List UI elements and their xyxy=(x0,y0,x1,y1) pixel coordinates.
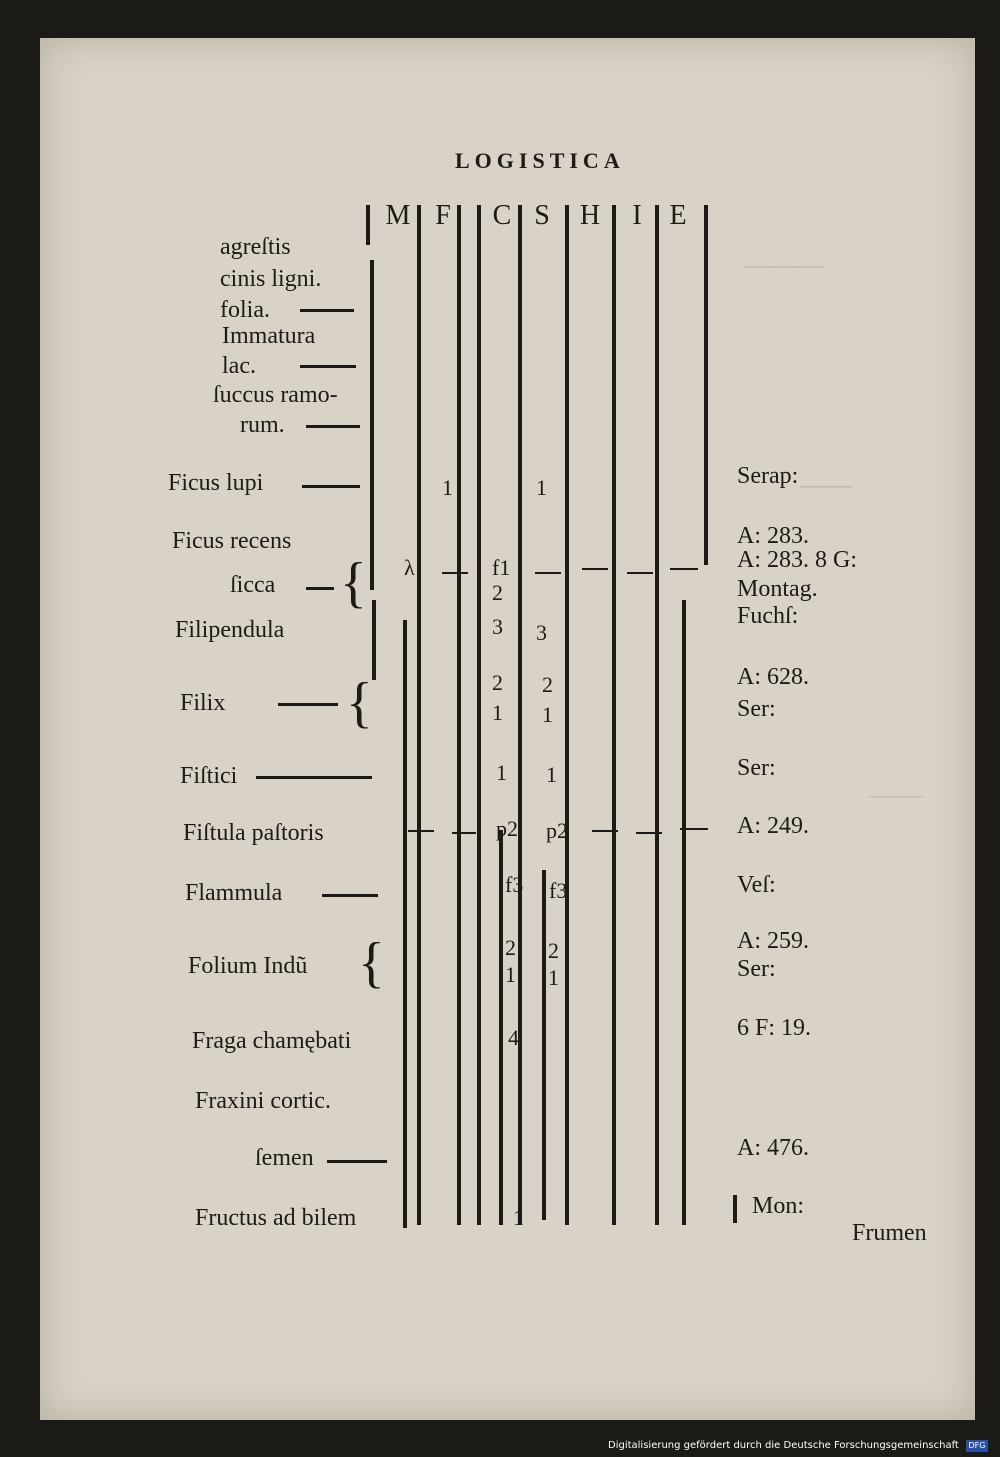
cell-value: 1 xyxy=(542,702,553,727)
dfg-logo: DFG xyxy=(966,1440,988,1452)
entry-folium-indu: Folium Indũ xyxy=(188,953,308,979)
cell-value: 2 xyxy=(492,670,503,695)
column-rule xyxy=(477,205,481,1225)
reference-fraga: 6 F: 19. xyxy=(737,1015,812,1041)
reference-sicca: A: 283. 8 G: xyxy=(737,547,857,573)
cell-value: 1 xyxy=(496,760,507,785)
cell-dash xyxy=(452,832,476,834)
column-rule xyxy=(704,205,708,565)
column-header-e: E xyxy=(669,200,687,231)
cell-value: 3 xyxy=(492,614,503,639)
bleed-through-decoration: ―― xyxy=(870,780,922,809)
cell-value: 3 xyxy=(536,620,547,645)
cell-dash xyxy=(592,830,618,832)
cell-value: 4 xyxy=(508,1025,519,1050)
entry-filipendula: Filipendula xyxy=(175,617,285,643)
cell-dash xyxy=(636,832,662,834)
column-rule xyxy=(733,1195,737,1223)
column-rule xyxy=(403,620,407,1228)
reference-filipendula: Fuchſ: xyxy=(737,603,799,629)
cell-value: 1 xyxy=(492,700,503,725)
cell-value: 1 xyxy=(546,762,557,787)
cell-value: f1 xyxy=(492,555,511,580)
cell-dash xyxy=(408,830,434,832)
cell-dash xyxy=(582,568,608,570)
column-header-c: C xyxy=(492,200,512,231)
column-rule xyxy=(682,600,686,1225)
catchword: Frumen xyxy=(852,1220,927,1246)
column-header-f: F xyxy=(435,200,451,231)
entry-fistici: Fiſtici xyxy=(180,763,238,789)
leader-dash xyxy=(278,703,338,706)
cell-value: 1 xyxy=(536,475,547,500)
column-header-i: I xyxy=(632,200,642,231)
leader-dash xyxy=(300,309,354,312)
leader-dash xyxy=(322,894,378,897)
running-head: LOGISTICA xyxy=(455,148,625,173)
entry-immatura: Immatura xyxy=(222,323,316,349)
reference-fructus: Mon: xyxy=(752,1193,805,1219)
column-header-s: S xyxy=(534,200,550,231)
column-rule xyxy=(518,205,522,1225)
cell-dash xyxy=(627,572,653,574)
cell-value: 1 xyxy=(548,965,559,990)
bleed-through-decoration: ――― xyxy=(745,250,823,279)
brace-left: { xyxy=(358,932,385,994)
entry-fraga-chamebati: Fraga chamębati xyxy=(192,1028,352,1054)
cell-value: 2 xyxy=(542,672,553,697)
cell-dash xyxy=(442,572,468,574)
cell-value: 2 xyxy=(505,935,516,960)
cell-value: λ xyxy=(404,555,415,580)
reference-sicca-2: Montag. xyxy=(737,576,818,602)
cell-value: p2 xyxy=(496,816,518,841)
column-rule xyxy=(655,205,659,1225)
reference-filix-2: Ser: xyxy=(737,696,776,722)
cell-value: 1 xyxy=(505,962,516,987)
entry-fistula-pastoris: Fiſtula paſtoris xyxy=(183,820,324,846)
column-rule xyxy=(366,205,370,245)
cell-value: p2 xyxy=(546,818,568,843)
leader-dash xyxy=(306,587,334,590)
entry-lac: lac. xyxy=(222,353,256,379)
column-header-h: H xyxy=(579,200,601,231)
reference-ficus-recens: A: 283. xyxy=(737,523,809,549)
digitization-footer: Digitalisierung gefördert durch die Deutsche Forschungsgemeinschaft xyxy=(608,1440,959,1451)
brace-left: { xyxy=(346,672,373,734)
column-rule xyxy=(457,205,461,1225)
cell-value: 1 xyxy=(442,475,453,500)
book-page xyxy=(40,38,975,1420)
entry-sicca: ſicca xyxy=(230,572,276,598)
reference-folium-2: Ser: xyxy=(737,956,776,982)
cell-value: 2 xyxy=(492,580,503,605)
entry-filix: Filix xyxy=(180,690,226,716)
entry-cinis-ligni: cinis ligni. xyxy=(220,266,322,292)
entry-fraxini-cortic: Fraxini cortic. xyxy=(195,1088,331,1114)
cell-value: 1 xyxy=(513,1205,524,1230)
leader-dash xyxy=(302,485,360,488)
reference-folium-1: A: 259. xyxy=(737,928,809,954)
reference-fistici: Ser: xyxy=(737,755,776,781)
column-rule xyxy=(542,870,546,1220)
cell-dash xyxy=(680,828,708,830)
column-rule xyxy=(565,205,569,1225)
entry-fructus-ad-bilem: Fructus ad bilem xyxy=(195,1205,357,1231)
reference-fistula-pastoris: A: 249. xyxy=(737,813,809,839)
reference-ficus-lupi: Serap: xyxy=(737,463,799,489)
column-header-m: M xyxy=(385,200,411,231)
leader-dash xyxy=(327,1160,387,1163)
column-rule xyxy=(499,830,503,1225)
entry-agrestis: agreſtis xyxy=(220,234,291,260)
leader-dash xyxy=(256,776,372,779)
entry-folia: folia. xyxy=(220,297,270,323)
entry-semen: ſemen xyxy=(255,1145,314,1171)
bleed-through-decoration: ―― xyxy=(800,470,852,499)
entry-ficus-recens: Ficus recens xyxy=(172,528,292,554)
leader-dash xyxy=(306,425,360,428)
brace-left: { xyxy=(340,552,367,614)
column-rule xyxy=(417,205,421,1225)
reference-filix-1: A: 628. xyxy=(737,664,809,690)
entry-succus-ramo: ſuccus ramo- xyxy=(213,382,338,408)
cell-value: 2 xyxy=(548,938,559,963)
column-rule xyxy=(372,600,376,680)
column-rule xyxy=(370,260,374,590)
entry-rum: rum. xyxy=(240,412,285,438)
reference-flammula: Veſ: xyxy=(737,872,776,898)
cell-value: f3 xyxy=(549,878,568,903)
cell-value: f3 xyxy=(505,872,524,897)
column-rule xyxy=(612,205,616,1225)
leader-dash xyxy=(300,365,356,368)
reference-semen: A: 476. xyxy=(737,1135,809,1161)
cell-dash xyxy=(670,568,698,570)
cell-dash xyxy=(535,572,561,574)
entry-flammula: Flammula xyxy=(185,880,283,906)
entry-ficus-lupi: Ficus lupi xyxy=(168,470,264,496)
